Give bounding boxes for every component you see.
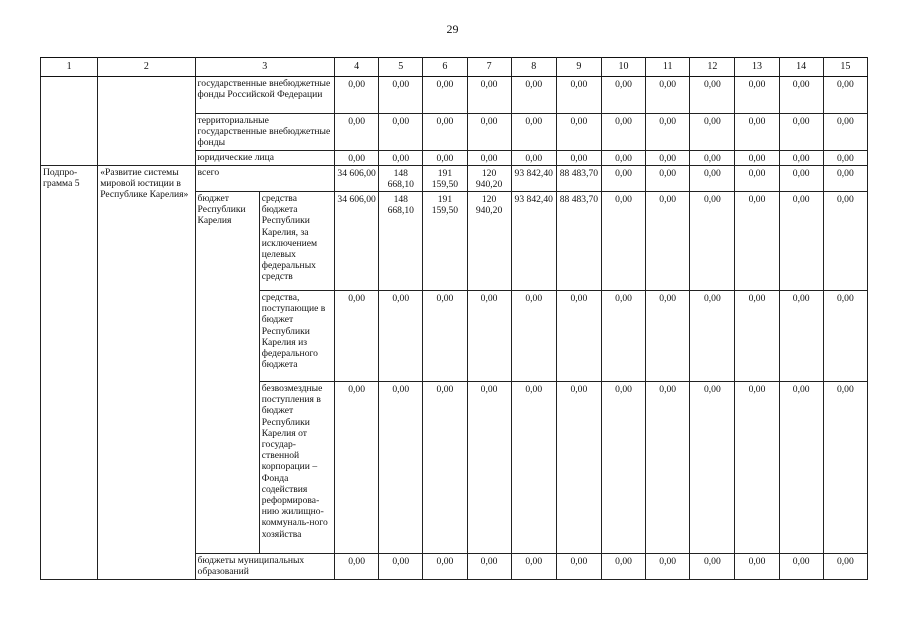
value-cell: 0,00 xyxy=(467,151,511,166)
value-cell: 0,00 xyxy=(779,382,823,554)
value-cell: 0,00 xyxy=(823,151,867,166)
value-cell: 0,00 xyxy=(823,554,867,580)
header-cell: 5 xyxy=(379,58,423,77)
value-cell: 93 842,40 xyxy=(511,166,556,192)
budget-table xyxy=(40,57,868,580)
header-cell: 11 xyxy=(646,58,690,77)
source-label: всего xyxy=(195,166,334,192)
value-cell: 0,00 xyxy=(601,382,645,554)
value-cell: 0,00 xyxy=(823,114,867,151)
value-cell: 0,00 xyxy=(735,151,779,166)
value-cell: 0,00 xyxy=(556,77,601,114)
value-cell: 0,00 xyxy=(423,151,467,166)
value-cell: 0,00 xyxy=(646,77,690,114)
value-cell: 0,00 xyxy=(735,77,779,114)
source-label: бюджеты муниципальных образований xyxy=(195,554,334,580)
value-cell: 0,00 xyxy=(467,77,511,114)
value-cell: 0,00 xyxy=(646,192,690,291)
value-cell: 0,00 xyxy=(511,291,556,382)
value-cell: 0,00 xyxy=(423,554,467,580)
value-cell: 0,00 xyxy=(556,382,601,554)
source-label: юридические лица xyxy=(195,151,334,166)
value-cell: 0,00 xyxy=(379,151,423,166)
value-cell: 0,00 xyxy=(646,382,690,554)
source-label: средства, поступающие в бюджет Республики Карелия из федерального бюджета xyxy=(259,291,334,382)
value-cell: 0,00 xyxy=(511,382,556,554)
header-cell: 2 xyxy=(98,58,195,77)
value-cell: 120 940,20 xyxy=(467,192,511,291)
value-cell: 0,00 xyxy=(467,554,511,580)
value-cell: 0,00 xyxy=(690,192,735,291)
table-row xyxy=(41,166,868,192)
header-cell: 14 xyxy=(779,58,823,77)
value-cell: 0,00 xyxy=(779,166,823,192)
value-cell: 0,00 xyxy=(601,166,645,192)
value-cell: 148 668,10 xyxy=(379,192,423,291)
value-cell: 0,00 xyxy=(779,151,823,166)
value-cell: 34 606,00 xyxy=(335,192,379,291)
value-cell: 0,00 xyxy=(335,382,379,554)
value-cell: 0,00 xyxy=(511,151,556,166)
header-cell: 10 xyxy=(601,58,645,77)
value-cell: 0,00 xyxy=(690,554,735,580)
value-cell: 0,00 xyxy=(779,192,823,291)
value-cell: 0,00 xyxy=(601,291,645,382)
value-cell: 34 606,00 xyxy=(335,166,379,192)
header-row xyxy=(41,58,868,77)
value-cell: 0,00 xyxy=(779,291,823,382)
value-cell: 0,00 xyxy=(779,114,823,151)
header-cell: 3 xyxy=(195,58,334,77)
value-cell: 0,00 xyxy=(379,291,423,382)
value-cell: 191 159,50 xyxy=(423,192,467,291)
header-cell: 9 xyxy=(556,58,601,77)
value-cell: 0,00 xyxy=(823,291,867,382)
header-cell: 1 xyxy=(41,58,98,77)
value-cell: 0,00 xyxy=(423,114,467,151)
value-cell: 0,00 xyxy=(467,382,511,554)
value-cell: 148 668,10 xyxy=(379,166,423,192)
value-cell: 0,00 xyxy=(779,77,823,114)
value-cell: 0,00 xyxy=(511,77,556,114)
value-cell: 0,00 xyxy=(423,77,467,114)
value-cell: 0,00 xyxy=(467,114,511,151)
value-cell: 0,00 xyxy=(556,114,601,151)
value-cell: 0,00 xyxy=(690,291,735,382)
value-cell: 0,00 xyxy=(735,114,779,151)
value-cell: 0,00 xyxy=(690,166,735,192)
value-cell: 0,00 xyxy=(735,554,779,580)
value-cell: 0,00 xyxy=(690,151,735,166)
value-cell: 0,00 xyxy=(646,151,690,166)
source-label: безвозмездные поступления в бюджет Республики Карелия от государ-ственной корпорации – Фонда содействия реформирова-нию жилищно-коммуналь-ного хозяйства xyxy=(259,382,334,554)
empty-cell xyxy=(41,77,98,166)
empty-cell xyxy=(98,77,195,166)
value-cell: 0,00 xyxy=(735,382,779,554)
value-cell: 0,00 xyxy=(690,77,735,114)
value-cell: 0,00 xyxy=(379,77,423,114)
value-cell: 0,00 xyxy=(601,192,645,291)
value-cell: 0,00 xyxy=(556,151,601,166)
value-cell: 0,00 xyxy=(823,77,867,114)
table-row xyxy=(41,77,868,114)
value-cell: 191 159,50 xyxy=(423,166,467,192)
header-cell: 6 xyxy=(423,58,467,77)
value-cell: 0,00 xyxy=(823,192,867,291)
header-cell: 15 xyxy=(823,58,867,77)
value-cell: 0,00 xyxy=(467,291,511,382)
value-cell: 0,00 xyxy=(735,291,779,382)
value-cell: 0,00 xyxy=(601,114,645,151)
value-cell: 0,00 xyxy=(335,554,379,580)
value-cell: 0,00 xyxy=(690,114,735,151)
value-cell: 0,00 xyxy=(511,114,556,151)
value-cell: 0,00 xyxy=(601,77,645,114)
value-cell: 0,00 xyxy=(556,554,601,580)
value-cell: 120 940,20 xyxy=(467,166,511,192)
value-cell: 0,00 xyxy=(779,554,823,580)
value-cell: 0,00 xyxy=(335,151,379,166)
source-label: территориальные государственные внебюджетные фонды xyxy=(195,114,334,151)
header-cell: 4 xyxy=(335,58,379,77)
header-cell: 12 xyxy=(690,58,735,77)
value-cell: 88 483,70 xyxy=(556,192,601,291)
value-cell: 0,00 xyxy=(379,554,423,580)
header-cell: 13 xyxy=(735,58,779,77)
value-cell: 0,00 xyxy=(735,192,779,291)
value-cell: 0,00 xyxy=(379,382,423,554)
value-cell: 0,00 xyxy=(601,151,645,166)
budget-group-label: бюджет Республики Карелия xyxy=(195,192,259,554)
value-cell: 0,00 xyxy=(335,114,379,151)
subprogram-label: Подпро-грамма 5 xyxy=(41,166,98,580)
value-cell: 0,00 xyxy=(823,382,867,554)
value-cell: 0,00 xyxy=(379,114,423,151)
value-cell: 0,00 xyxy=(646,166,690,192)
value-cell: 0,00 xyxy=(335,291,379,382)
value-cell: 0,00 xyxy=(690,382,735,554)
value-cell: 0,00 xyxy=(646,291,690,382)
value-cell: 0,00 xyxy=(646,114,690,151)
source-label: средства бюджета Республики Карелия, за исключением целевых федеральных средств xyxy=(259,192,334,291)
value-cell: 88 483,70 xyxy=(556,166,601,192)
value-cell: 0,00 xyxy=(423,291,467,382)
value-cell: 0,00 xyxy=(735,166,779,192)
value-cell: 0,00 xyxy=(646,554,690,580)
value-cell: 0,00 xyxy=(423,382,467,554)
value-cell: 0,00 xyxy=(823,166,867,192)
value-cell: 93 842,40 xyxy=(511,192,556,291)
header-cell: 8 xyxy=(511,58,556,77)
page-number: 29 xyxy=(446,22,459,36)
value-cell: 0,00 xyxy=(601,554,645,580)
header-cell: 7 xyxy=(467,58,511,77)
value-cell: 0,00 xyxy=(335,77,379,114)
value-cell: 0,00 xyxy=(511,554,556,580)
source-label: государственные внебюджетные фонды Российской Федерации xyxy=(195,77,334,114)
subprogram-title: «Развитие системы мировой юстиции в Республике Карелия» xyxy=(98,166,195,580)
value-cell: 0,00 xyxy=(556,291,601,382)
